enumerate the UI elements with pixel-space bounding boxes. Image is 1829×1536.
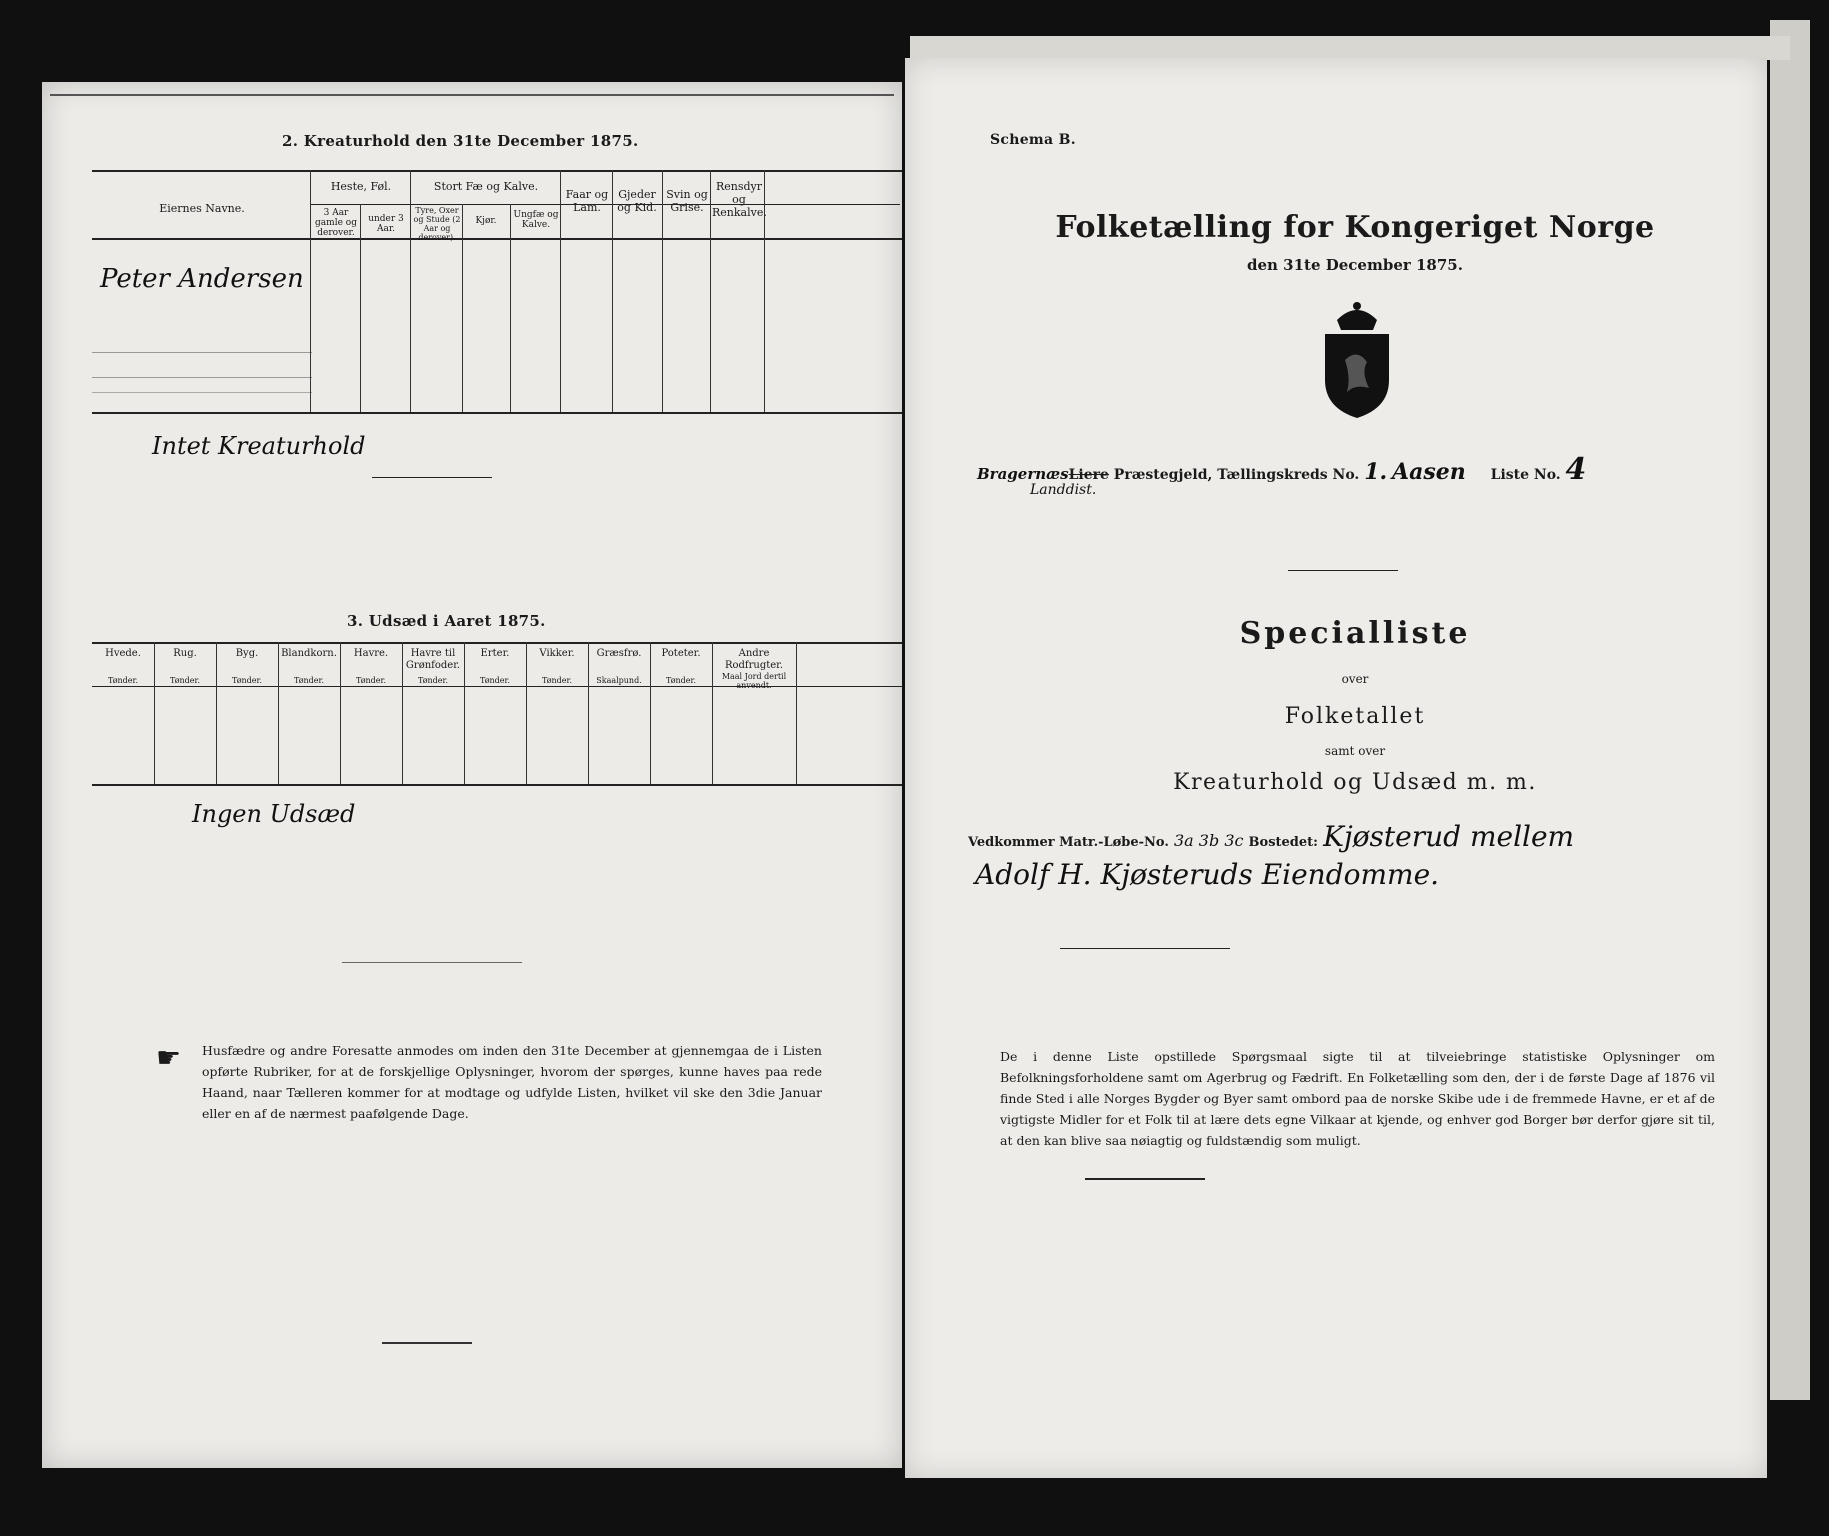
census-title: Folketælling for Kongeriget Norge xyxy=(1055,210,1655,245)
district-prefix: Bragernæs xyxy=(977,465,1069,483)
udsaed-title: 3. Udsæd i Aaret 1875. xyxy=(347,612,546,630)
matr-label: Vedkommer Matr.-Løbe-No. xyxy=(968,835,1169,850)
district-sub: Landdist. xyxy=(1030,482,1097,498)
liste-label: Liste No. xyxy=(1490,467,1561,483)
udsaed-col-header: Havre. xyxy=(353,648,389,659)
udsaed-col-header: Andre Rodfrugter. xyxy=(724,648,784,671)
udsaed-col-divider xyxy=(650,642,651,784)
over-label: over xyxy=(1341,672,1369,686)
col-heste-header: Heste, Føl. xyxy=(330,180,392,193)
udsaed-col-header: Byg. xyxy=(235,648,259,659)
udsaed-col-divider xyxy=(154,642,155,784)
col-rensdyr-header: Rensdyr og Renkalve. xyxy=(712,180,767,219)
kreds-no: 1. xyxy=(1364,459,1388,485)
udsaed-remark: Ingen Udsæd xyxy=(192,800,356,828)
udsaed-col-header: Poteter. xyxy=(661,648,701,659)
page-stack-edge-top xyxy=(910,36,1790,60)
col-gjeder-header: Gjeder og Kid. xyxy=(617,188,657,214)
udsaed-col-header: Rug. xyxy=(173,648,197,659)
udsaed-col-unit: Tønder. xyxy=(293,676,325,685)
udsaed-col-unit: Maal Jord dertil anvendt. xyxy=(721,672,787,690)
udsaed-col-unit: Skaalpund. xyxy=(596,676,642,685)
matr-line xyxy=(968,820,1767,853)
pointing-hand-icon: ☛ xyxy=(156,1041,182,1074)
coat-of-arms-icon xyxy=(1315,300,1399,420)
col-storfe-header: Stort Fæ og Kalve. xyxy=(433,180,539,193)
udsaed-col-divider xyxy=(588,642,589,784)
udsaed-col-divider xyxy=(278,642,279,784)
udsaed-col-divider xyxy=(340,642,341,784)
udsaed-col-header: Erter. xyxy=(480,648,510,659)
udsaed-col-header: Græsfrø. xyxy=(596,648,642,659)
page-stack-edge xyxy=(1770,20,1810,1400)
udsaed-col-unit: Tønder. xyxy=(355,676,387,685)
census-subtitle: den 31te December 1875. xyxy=(1247,256,1463,274)
udsaed-col-header: Blandkorn. xyxy=(281,648,337,659)
udsaed-col-unit: Tønder. xyxy=(231,676,263,685)
specialliste-heading: Specialliste xyxy=(1239,616,1471,651)
udsaed-col-divider xyxy=(464,642,465,784)
kreatur-remark: Intet Kreaturhold xyxy=(152,432,366,460)
udsaed-col-header: Hvede. xyxy=(105,648,141,659)
folketallet-label: Folketallet xyxy=(1284,704,1426,729)
udsaed-col-header: Vikker. xyxy=(539,648,575,659)
bostedet-label: Bostedet: xyxy=(1248,835,1318,850)
udsaed-col-unit: Tønder. xyxy=(417,676,449,685)
udsaed-col-unit: Tønder. xyxy=(665,676,697,685)
district-struck: Liere xyxy=(1068,467,1109,483)
district-label: Præstegjeld, Tællingskreds No. xyxy=(1113,467,1360,483)
udsaed-col-unit: Tønder. xyxy=(107,676,139,685)
kreds-name: Aasen xyxy=(1392,459,1466,485)
col-storfe-b-header: Kjør. xyxy=(475,216,497,226)
col-heste-a-header: 3 Aar gamle og derover. xyxy=(315,208,357,238)
udsaed-col-unit: Tønder. xyxy=(169,676,201,685)
right-page xyxy=(905,58,1767,1478)
schema-label: Schema B. xyxy=(990,132,1076,148)
kreatur-title: 2. Kreaturhold den 31te December 1875. xyxy=(282,132,639,150)
bostedet-value: Kjøsterud mellem xyxy=(1323,820,1575,853)
udsaed-col-divider xyxy=(796,642,797,784)
bostedet-value-2: Adolf H. Kjøsteruds Eiendomme. xyxy=(975,858,1440,891)
udsaed-col-unit: Tønder. xyxy=(479,676,511,685)
owner-name: Peter Andersen xyxy=(100,264,304,294)
liste-no: 4 xyxy=(1565,452,1587,487)
samt-over-label: samt over xyxy=(1324,744,1386,758)
col-storfe-a-header: Tyre, Oxer og Stude (2 Aar og derover). xyxy=(413,206,461,242)
col-svin-header: Svin og Grise. xyxy=(666,188,708,214)
udsaed-col-divider xyxy=(216,642,217,784)
udsaed-col-header: Havre til Grønfoder. xyxy=(405,648,461,671)
udsaed-col-divider xyxy=(526,642,527,784)
col-owner-header: Eiernes Navne. xyxy=(159,202,245,215)
left-page xyxy=(42,82,902,1468)
footnote: Husfædre og andre Foresatte anmodes om inden den 31te December at gjennemgaa de i Listen opførte Rubriker, for at de forskjellige Oplysninger, hvorom der spørges, kunne haves paa rede Haand, naar Tælleren kommer for at modtage og udfylde Listen, hvilket vil ske den 3die Januar eller en af de nærmest paafølgende Dage. xyxy=(202,1043,822,1121)
kreatur-heading: Kreaturhold og Udsæd m. m. xyxy=(1173,770,1537,795)
col-faar-header: Faar og Lam. xyxy=(565,188,609,214)
col-heste-b-header: under 3 Aar. xyxy=(368,214,404,234)
matr-value: 3a 3b 3c xyxy=(1174,831,1244,850)
notice-text: De i denne Liste opstillede Spørgsmaal sigte til at tilveiebringe statistiske Oplysninger om Befolkningsforholdene samt om Agerbrug og Fædrift. En Folketælling som den, der i de første Dage af 1876 vil finde Sted i alle Norges Bygder og Byer samt ombord paa de norske Skibe ude i de fremmede Havne, er et af de vigtigste Midler for et Folk til at lære dets egne Vilkaar at kjende, og enhver god Borger bør derfor gjøre sit til, at den kan blive saa nøiagtig og fuldstændig som muligt. xyxy=(1000,1049,1715,1148)
udsaed-col-unit: Tønder. xyxy=(541,676,573,685)
col-storfe-c-header: Ungfæ og Kalve. xyxy=(513,210,559,230)
